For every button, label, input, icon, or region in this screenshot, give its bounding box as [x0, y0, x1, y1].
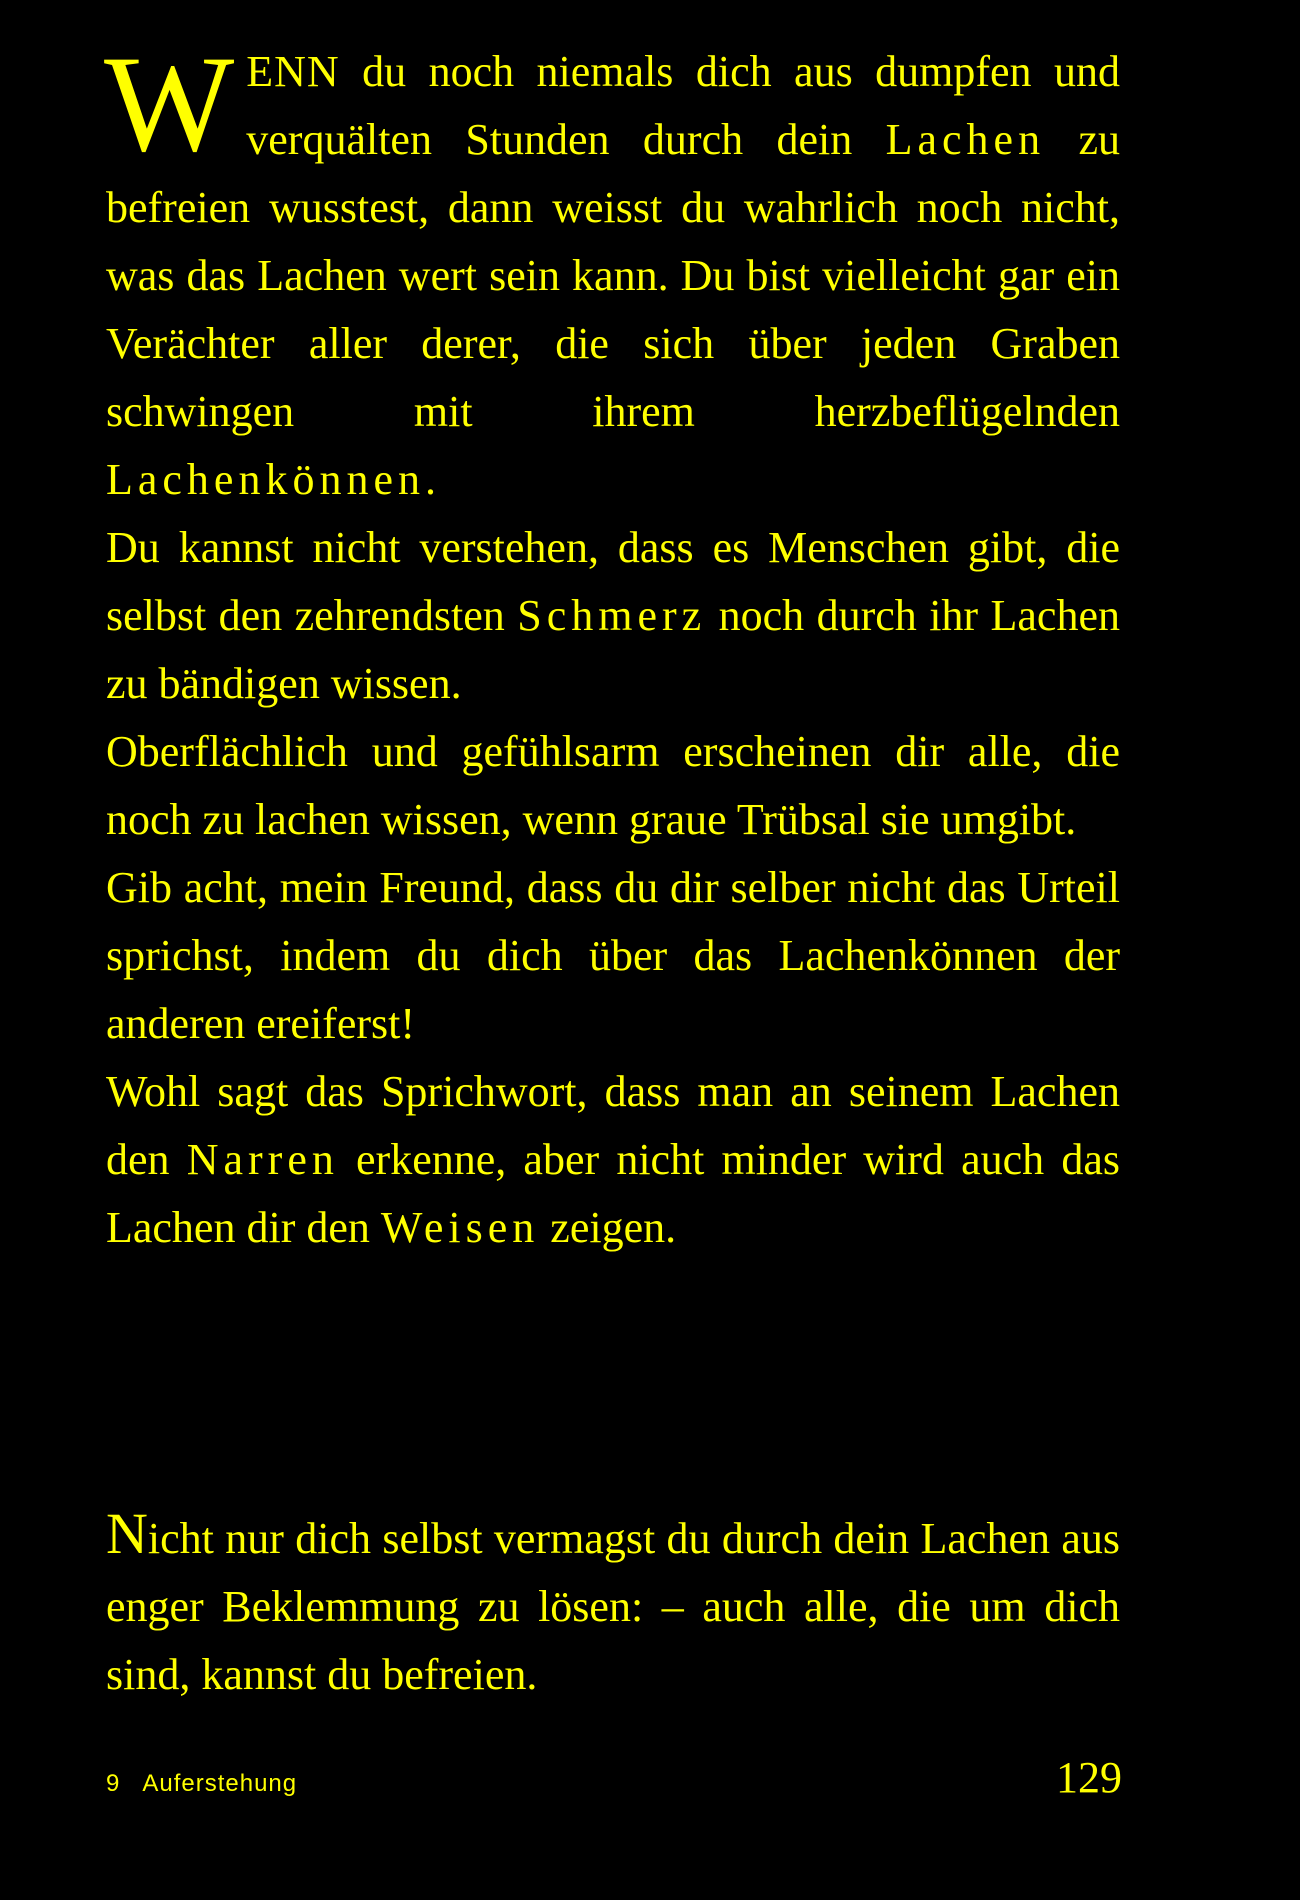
paragraph-1-text-a: du noch niemals dich aus dumpfen und verquälten Stunden durch dein: [246, 47, 1120, 164]
section-1: [104, 27, 1120, 1262]
paragraph-2-text-a: Du kannst nicht verstehen, dass es Menschen gibt, die selbst den zehrendsten: [106, 523, 1120, 640]
paragraph-1-text-b: zu befreien wusstest, dann weisst du wahrlich noch nicht, was das Lachen wert sein kann. Du bist vielleicht gar ein Verächter aller derer, die sich über jeden Graben schwingen mit ihrem herzbeflügelnden: [106, 115, 1120, 436]
paragraph-2-spaced: Schmerz: [517, 591, 707, 640]
paragraph-6: [106, 1501, 1120, 1709]
paragraph-5: [106, 1058, 1120, 1262]
paragraph-5-spaced-a: Narren: [186, 1135, 339, 1184]
paragraph-1-spaced-b: Lachenkönnen: [106, 455, 425, 504]
paragraph-5-text-a: Wohl sagt das Sprichwort, dass man an seinem Lachen den: [106, 1067, 1120, 1184]
paragraph-2: [106, 514, 1120, 718]
paragraph-6-text: icht nur dich selbst vermagst du durch dein Lachen aus enger Beklemmung zu lösen: – auch alle, die um dich sind, kannst du befreien.: [106, 1514, 1120, 1699]
paragraph-1: [104, 27, 1120, 514]
drop-cap: W: [104, 27, 235, 180]
running-footer: [106, 1770, 297, 1798]
chapter-title: Auferstehung: [142, 1770, 298, 1797]
paragraph-1-spaced-a: Lachen: [885, 115, 1046, 164]
paragraph-2-text-b: noch durch ihr Lachen zu bändigen wissen.: [106, 591, 1120, 708]
section-2: [106, 1501, 1120, 1709]
paragraph-5-text-c: zeigen.: [539, 1203, 677, 1252]
paragraph-5-spaced-b: Weisen: [380, 1203, 540, 1252]
paragraph-4: Gib acht, mein Freund, dass du dir selber nicht das Urteil sprichst, indem du dich über das Lachenkönnen der anderen ereiferst!: [106, 863, 1120, 1048]
paragraph-5-text-b: erkenne, aber nicht minder wird auch das Lachen dir den: [106, 1135, 1120, 1252]
chapter-number: 9: [106, 1770, 121, 1797]
page-number: 129: [1056, 1753, 1122, 1802]
paragraph-1-text-c: .: [425, 455, 436, 504]
opening-word-rest: ENN: [246, 47, 340, 96]
initial-letter: N: [106, 1501, 148, 1566]
paragraph-3: Oberflächlich und gefühlsarm erscheinen dir alle, die noch zu lachen wissen, wenn graue Trübsal sie umgibt.: [106, 727, 1120, 844]
